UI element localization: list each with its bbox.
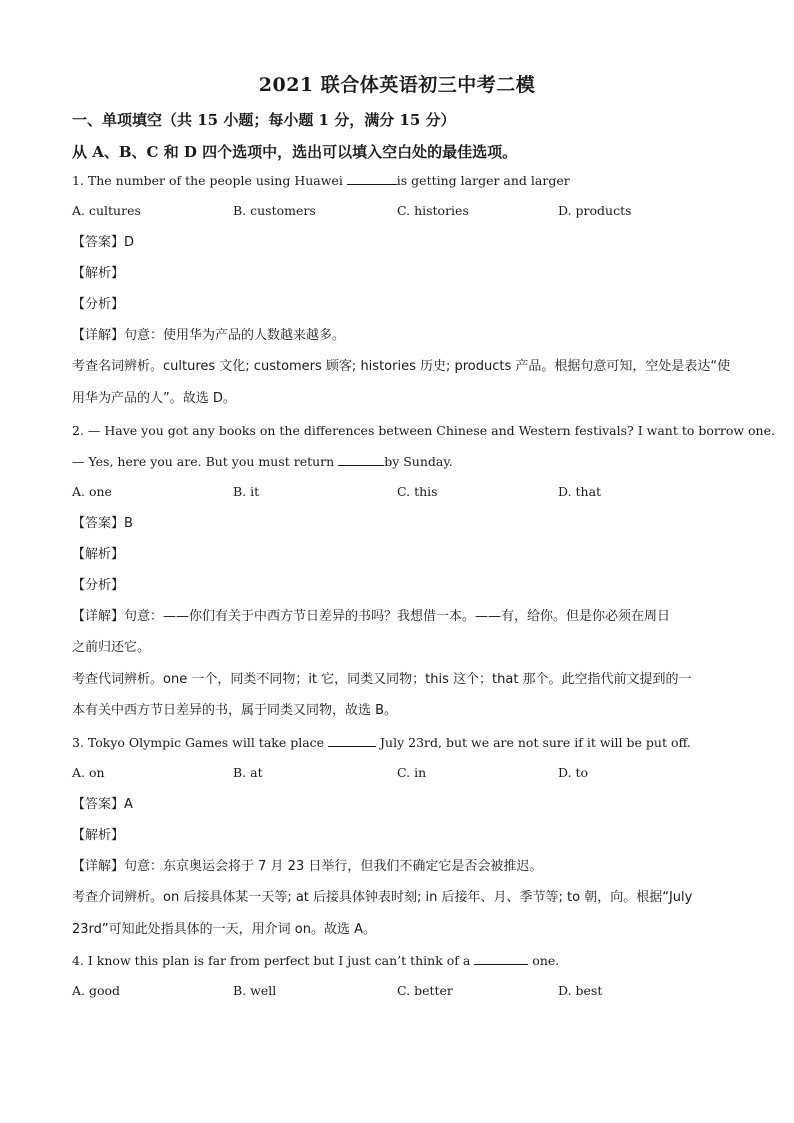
q1-blank [347,172,397,185]
q2-blank [338,453,384,466]
q2-fenxi-label: 【分析】 [72,578,125,593]
q4-option-b: B. well [233,983,277,998]
q4-stem-post: one. [528,953,560,968]
q1-explain-line-1: 考查名词辨析。cultures 文化; customers 顾客; histories 历史; products 产品。根据句意可知，空处是表达“使 [72,359,731,374]
q3-stem-pre: 3. Tokyo Olympic Games will take place [72,735,329,750]
q1-stem [72,172,732,190]
q2-option-a: A. one [72,484,112,499]
q1-answer: 【答案】D [72,235,135,250]
q2-detail-line-2: 之前归还它。 [72,640,151,655]
q2-option-b: B. it [233,484,260,499]
q2-stem-line-2 [72,453,732,471]
q3-option-a: A. on [72,765,105,780]
q2-explain-line-1: 考查代词辨析。one 一个，同类不同物；it 它，同类又同物；this 这个；that 那个。此空指代前文提到的一 [72,672,692,687]
instruction-text: 从 A、B、C 和 D 四个选项中，选出可以填入空白处的最佳选项。 [72,143,518,161]
q3-explain-line-2: 23rd”可知此处指具体的一天，用介词 on。故选 A。 [72,922,376,937]
q3-detail: 【详解】句意：东京奥运会将于 7 月 23 日举行，但我们不确定它是否会被推迟。 [72,859,543,874]
q1-jiexi-label: 【解析】 [72,266,125,281]
q2-option-d: D. that [558,484,602,499]
q1-stem-pre: 1. The number of the people using Huawei [72,173,347,188]
q3-blank [328,734,376,747]
q1-option-a: A. cultures [72,203,141,218]
q1-fenxi-label: 【分析】 [72,297,125,312]
q4-option-a: A. good [72,983,121,998]
q4-option-c: C. better [397,983,453,998]
q1-explain-line-2: 用华为产品的人”。故选 D。 [72,391,236,406]
q3-option-c: C. in [397,765,427,780]
q2-stem-post: by Sunday. [384,454,453,469]
page-title: 2021 联合体英语初三中考二模 [258,74,536,96]
q4-option-d: D. best [558,983,603,998]
q3-option-b: B. at [233,765,263,780]
q3-stem-post: July 23rd, but we are not sure if it will be put off. [376,735,691,750]
q2-stem-pre: — Yes, here you are. But you must return [72,454,339,469]
q3-stem [72,734,732,752]
q4-stem-pre: 4. I know this plan is far from perfect but I just can’t think of a [72,953,475,968]
q2-stem-line-1: 2. — Have you got any books on the differences between Chinese and Western festivals? I want to borrow one. [72,423,775,438]
section-title: 一、单项填空（共 15 小题；每小题 1 分，满分 15 分） [72,111,456,129]
q1-option-c: C. histories [397,203,469,218]
q4-blank [474,952,528,965]
q3-explain-line-1: 考查介词辨析。on 后接具体某一天等; at 后接具体钟表时刻; in 后接年、月、季节等; to 朝，向。根据“July [72,890,693,905]
q2-jiexi-label: 【解析】 [72,547,125,562]
q3-answer: 【答案】A [72,797,133,812]
q2-answer: 【答案】B [72,516,133,531]
q2-detail-line-1: 【详解】句意：——你们有关于中西方节日差异的书吗？我想借一本。——有，给你。但是你必须在周日 [72,609,671,624]
q2-option-c: C. this [397,484,438,499]
q3-option-d: D. to [558,765,589,780]
q1-detail: 【详解】句意：使用华为产品的人数越来越多。 [72,328,346,343]
q4-stem [72,952,732,970]
q1-option-d: D. products [558,203,632,218]
q1-option-b: B. customers [233,203,316,218]
q3-jiexi-label: 【解析】 [72,828,125,843]
q2-explain-line-2: 本有关中西方节日差异的书，属于同类又同物，故选 B。 [72,703,398,718]
q1-stem-post: is getting larger and larger [396,173,570,188]
